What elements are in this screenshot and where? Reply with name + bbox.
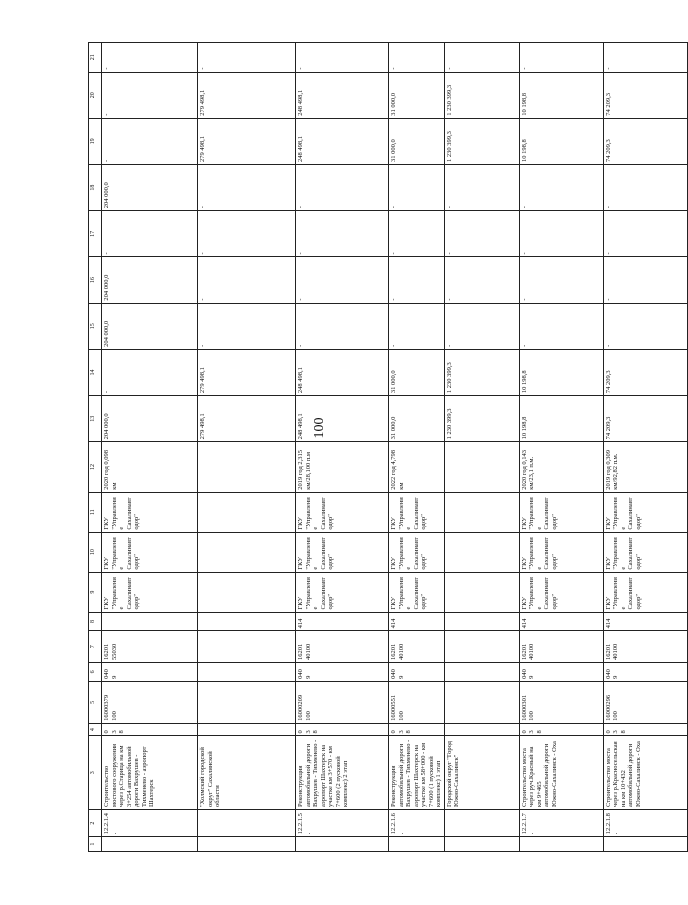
table-cell: - — [389, 257, 445, 303]
table-cell — [444, 723, 519, 736]
table-cell: ГКУ "Управление Сахалинавтодор" — [296, 572, 389, 612]
table-cell — [444, 681, 519, 723]
table-cell — [198, 809, 296, 836]
table-cell: - — [603, 165, 687, 211]
table-cell: 248 498,1 — [296, 396, 389, 442]
table-row — [198, 43, 296, 852]
table-cell — [444, 532, 519, 572]
table-cell: - — [389, 303, 445, 349]
column-header: 1 — [89, 837, 102, 852]
table-cell: ГКУ "Управление Сахалинавтодор" — [389, 572, 445, 612]
table-cell — [198, 662, 296, 681]
table-body — [102, 43, 688, 852]
table-cell: ГКУ "Управление Сахалинавтодор" — [519, 572, 603, 612]
table-cell: - — [296, 303, 389, 349]
table-cell: 2019 год 0,309 км/92,82 п.м. — [603, 442, 687, 492]
table-cell: - — [603, 257, 687, 303]
table-cell: 16201 40100 — [519, 631, 603, 663]
table-cell: 040 9 — [519, 662, 603, 681]
column-header: 4 — [89, 723, 102, 736]
table-row — [102, 43, 198, 852]
table-cell: ГКУ "Управление Сахалинавтодор" — [296, 532, 389, 572]
table-cell: - — [519, 257, 603, 303]
column-header: 2 — [89, 809, 102, 836]
table-cell: Городской округ "Город Южно-Сахалинск" — [444, 736, 519, 810]
table-cell: 248 498,1 — [296, 349, 389, 395]
table-cell: 10 198,8 — [519, 349, 603, 395]
table-cell: - — [296, 211, 389, 257]
table-cell: Реконструкция автомобильной дороги Вахрушев - Тихменево - аэропорт Шахтерск на участке км 3+570 - км 7+600 (2 пусковой комплекс) 2 этап — [296, 736, 389, 810]
column-header: 5 — [89, 681, 102, 723]
table-cell: - — [102, 72, 198, 118]
table-cell: 2022 год 4,798 км — [389, 442, 445, 492]
table-cell: ГКУ "Управление Сахалинавтодор" — [102, 572, 198, 612]
column-header: 14 — [89, 349, 102, 395]
column-header: 17 — [89, 211, 102, 257]
column-header: 20 — [89, 72, 102, 118]
table-cell: 279 498,1 — [198, 396, 296, 442]
table-cell: 0 3 8 — [389, 723, 445, 736]
table-cell: - — [603, 211, 687, 257]
table-cell: 248 498,1 — [296, 118, 389, 164]
table-cell: 0 3 8 — [102, 723, 198, 736]
table-cell: - — [444, 303, 519, 349]
table-cell — [198, 442, 296, 492]
table-cell: 414 — [389, 612, 445, 631]
table-cell: ГКУ "Управление Сахалинавтодор" — [296, 492, 389, 532]
table-cell — [198, 572, 296, 612]
table-cell: - — [389, 211, 445, 257]
table-cell: 31 000,0 — [389, 72, 445, 118]
table-cell: - — [389, 43, 445, 73]
table-cell: - — [603, 303, 687, 349]
table-cell: 040 9 — [389, 662, 445, 681]
table-cell — [198, 723, 296, 736]
table-cell — [198, 532, 296, 572]
header-row — [89, 43, 102, 852]
table-cell — [102, 837, 198, 852]
table-cell: 74 209,3 — [603, 72, 687, 118]
table-row — [296, 43, 389, 852]
table-row — [389, 43, 445, 852]
table-cell: 204 000,0 — [102, 303, 198, 349]
table-cell: Строительство моста через руч.Красный на км 9+465 автомобильной дороги Южно-Сахалинск - Оха — [519, 736, 603, 810]
table-cell: 1 230 399,3 — [444, 72, 519, 118]
table-cell: ГКУ "Управление Сахалинавтодор" — [603, 532, 687, 572]
column-header: 6 — [89, 662, 102, 681]
table-cell: 16000379 100 — [102, 681, 198, 723]
table-cell: "Холмский городской округ" Сахалинской области — [198, 736, 296, 810]
table-cell: 16000296 100 — [603, 681, 687, 723]
table-cell — [444, 662, 519, 681]
table-cell: - — [296, 43, 389, 73]
table-cell: ГКУ "Управление Сахалинавтодор" — [102, 532, 198, 572]
table-cell: 12.2.1.5. — [296, 809, 389, 836]
column-header: 10 — [89, 532, 102, 572]
budget-table — [88, 42, 688, 852]
table-cell: 31 000,0 — [389, 349, 445, 395]
table-cell: - — [102, 43, 198, 73]
table-cell: - — [102, 349, 198, 395]
table-cell: - — [198, 303, 296, 349]
table-cell: - — [444, 257, 519, 303]
table-cell: 279 498,1 — [198, 349, 296, 395]
table-cell: - — [389, 165, 445, 211]
column-header: 13 — [89, 396, 102, 442]
table-cell: - — [198, 43, 296, 73]
table-cell: 10 198,8 — [519, 72, 603, 118]
table-cell: - — [519, 43, 603, 73]
table-cell: - — [444, 211, 519, 257]
page-number: 100 — [312, 417, 327, 439]
table-cell — [519, 837, 603, 852]
table-cell: 040 9 — [603, 662, 687, 681]
column-header: 9 — [89, 572, 102, 612]
table-cell: ГКУ "Управление Сахалинавтодор" — [389, 492, 445, 532]
table-cell: 16000301 100 — [519, 681, 603, 723]
table-cell: - — [519, 211, 603, 257]
table-cell: ГКУ "Управление Сахалинавтодор" — [603, 572, 687, 612]
table-row — [603, 43, 687, 852]
table-cell: - — [296, 257, 389, 303]
table-cell: - — [198, 165, 296, 211]
table-cell: 16201 40100 — [296, 631, 389, 663]
table-cell: ГКУ "Управление Сахалинавтодор" — [389, 532, 445, 572]
column-header: 7 — [89, 631, 102, 663]
table-cell — [198, 631, 296, 663]
column-header: 3 — [89, 736, 102, 810]
rotated-table-container — [88, 42, 642, 852]
table-cell: 0 3 8 — [296, 723, 389, 736]
column-header: 18 — [89, 165, 102, 211]
table-cell: 31 000,0 — [389, 118, 445, 164]
column-header: 8 — [89, 612, 102, 631]
table-cell: 279 498,1 — [198, 118, 296, 164]
table-cell: - — [444, 43, 519, 73]
table-cell: 12.2.1.8. — [603, 809, 687, 836]
column-header: 16 — [89, 257, 102, 303]
table-cell: 0 3 8 — [603, 723, 687, 736]
table-cell — [102, 612, 198, 631]
table-cell: ГКУ "Управление Сахалинавтодор" — [519, 532, 603, 572]
table-cell: Строительство мостового сооружения через р.Старица на км 3+254 автомобильной дороги Вахрушев - Тихменево - аэропорт Шахтерск — [102, 736, 198, 810]
column-header: 15 — [89, 303, 102, 349]
table-cell: 414 — [519, 612, 603, 631]
table-cell: 16000209 100 — [296, 681, 389, 723]
table-cell — [296, 837, 389, 852]
table-cell: 16201 40100 — [389, 631, 445, 663]
table-cell — [603, 837, 687, 852]
table-cell: 2020 год 0,098 км — [102, 442, 198, 492]
table-cell — [444, 492, 519, 532]
table-cell: - — [102, 211, 198, 257]
table-cell — [198, 492, 296, 532]
table-cell: Реконструкция автомобильной дороги Вахрушев - Тихменево - аэропорт Шахтерск на участке км 58+000 - км 7+600 (1 пусковой комплекс) 1 этап — [389, 736, 445, 810]
column-header: 11 — [89, 492, 102, 532]
table-cell: 16201 40100 — [603, 631, 687, 663]
table-cell: - — [296, 165, 389, 211]
table-cell: 12.2.1.6. — [389, 809, 445, 836]
table-cell — [444, 837, 519, 852]
table-row — [444, 43, 519, 852]
table-cell: - — [519, 165, 603, 211]
table-cell: - — [198, 211, 296, 257]
table-cell — [444, 442, 519, 492]
table-cell — [198, 837, 296, 852]
table-cell: ГКУ "Управление Сахалинавтодор" — [603, 492, 687, 532]
column-header: 19 — [89, 118, 102, 164]
table-cell: 204 000,0 — [102, 396, 198, 442]
table-cell: - — [603, 43, 687, 73]
table-cell: 0 3 8 — [519, 723, 603, 736]
table-cell: 12.2.1.7. — [519, 809, 603, 836]
column-header: 12 — [89, 442, 102, 492]
table-cell: 2019 год 2,315 км/28,100 п.м — [296, 442, 389, 492]
table-cell: 16201 55030 — [102, 631, 198, 663]
table-cell: - — [198, 257, 296, 303]
table-cell: ГКУ "Управление Сахалинавтодор" — [519, 492, 603, 532]
column-header: 21 — [89, 43, 102, 73]
table-cell: 31 000,0 — [389, 396, 445, 442]
table-cell: 040 9 — [102, 662, 198, 681]
table-cell: 204 000,0 — [102, 165, 198, 211]
table-cell — [444, 572, 519, 612]
table-cell: 1 230 399,3 — [444, 349, 519, 395]
table-cell: 10 198,8 — [519, 118, 603, 164]
table-cell: 248 498,1 — [296, 72, 389, 118]
table-cell — [444, 612, 519, 631]
table-cell — [198, 681, 296, 723]
table-cell: 10 198,8 — [519, 396, 603, 442]
table-cell: 16000551 100 — [389, 681, 445, 723]
table-cell: 2020 год 0,143 км/23,1 п.м. — [519, 442, 603, 492]
table-cell: - — [444, 165, 519, 211]
table-cell: 414 — [603, 612, 687, 631]
table-cell: 12.2.1.4. — [102, 809, 198, 836]
table-cell — [444, 631, 519, 663]
table-cell: - — [519, 303, 603, 349]
table-cell — [389, 837, 445, 852]
table-cell: 414 — [296, 612, 389, 631]
table-cell: 204 000,0 — [102, 257, 198, 303]
table-cell: ГКУ "Управление Сахалинавтодор" — [102, 492, 198, 532]
table-row — [519, 43, 603, 852]
table-cell: 1 230 399,3 — [444, 118, 519, 164]
table-cell: 040 9 — [296, 662, 389, 681]
table-cell: 74 209,3 — [603, 349, 687, 395]
table-cell: 279 498,1 — [198, 72, 296, 118]
table-cell — [198, 612, 296, 631]
table-cell: 74 209,3 — [603, 118, 687, 164]
table-cell: Строительство моста через р.Красносельская на км 10+432 автомобильной дороги Южно-Сахалинск - Оха — [603, 736, 687, 810]
table-cell: 1 230 399,3 — [444, 396, 519, 442]
table-cell: 74 209,3 — [603, 396, 687, 442]
table-cell — [444, 809, 519, 836]
table-cell: - — [102, 118, 198, 164]
